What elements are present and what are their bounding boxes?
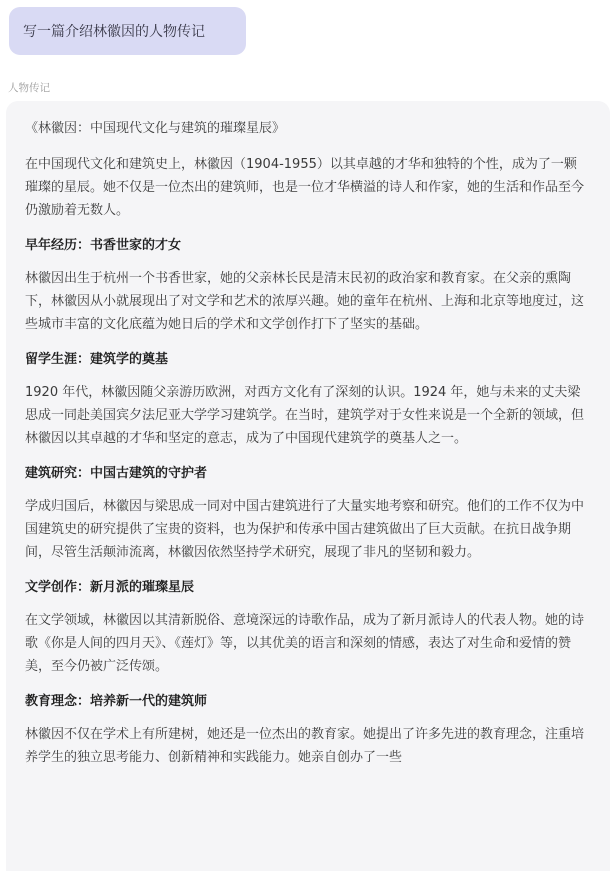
user-message-text: 写一篇介绍林徽因的人物传记 (23, 24, 205, 40)
assistant-answer-card (6, 101, 610, 871)
section-heading-study-abroad: 留学生涯：建筑学的奠基 (25, 352, 169, 367)
section-text-education: 林徽因不仅在学术上有所建树，她还是一位杰出的教育家。她提出了许多先进的教育理念，注重培养学生的独立思考能力、创新精神和实践能力。她亲自创办了一些 (25, 727, 585, 765)
article-title: 《林徽因：中国现代文化与建筑的璀璨星辰》 (25, 121, 286, 136)
section-text-literature: 在文学领域，林徽因以其清新脱俗、意境深远的诗歌作品，成为了新月派诗人的代表人物。她的诗歌《你是人间的四月天》、《莲灯》等，以其优美的语言和深刻的情感，表达了对生命和爱情的赞美，至今仍被广泛传颂。 (25, 613, 585, 674)
section-text-study-abroad: 1920 年代，林徽因随父亲游历欧洲，对西方文化有了深刻的认识。1924 年，她与未来的丈夫梁思成一同赴美国宾夕法尼亚大学学习建筑学。在当时，建筑学对于女性来说是一个全新的领域，但林徽因以其卓越的才华和坚定的意志，成为了中国现代建筑学的奠基人之一。 (25, 385, 585, 446)
section-heading-early-life: 早年经历：书香世家的才女 (25, 238, 182, 253)
section-heading-architecture-research: 建筑研究：中国古建筑的守护者 (25, 466, 208, 481)
section-heading-literature: 文学创作：新月派的璀璨星辰 (25, 580, 195, 595)
user-message-bubble (9, 7, 246, 55)
assistant-label: 人物传记 (8, 82, 50, 94)
section-text-architecture-research: 学成归国后，林徽因与梁思成一同对中国古建筑进行了大量实地考察和研究。他们的工作不仅为中国建筑史的研究提供了宝贵的资料，也为保护和传承中国古建筑做出了巨大贡献。在抗日战争期间，尽管生活颠沛流离，林徽因依然坚持学术研究，展现了非凡的坚韧和毅力。 (25, 499, 585, 560)
article-intro: 在中国现代文化和建筑史上，林徽因（1904-1955）以其卓越的才华和独特的个性，成为了一颗璀璨的星辰。她不仅是一位杰出的建筑师，也是一位才华横溢的诗人和作家，她的生活和作品至今仍激励着无数人。 (25, 157, 585, 218)
section-heading-education: 教育理念：培养新一代的建筑师 (25, 694, 208, 709)
section-text-early-life: 林徽因出生于杭州一个书香世家，她的父亲林长民是清末民初的政治家和教育家。在父亲的熏陶下，林徽因从小就展现出了对文学和艺术的浓厚兴趣。她的童年在杭州、上海和北京等地度过，这些城市丰富的文化底蕴为她日后的学术和文学创作打下了坚实的基础。 (25, 271, 585, 332)
